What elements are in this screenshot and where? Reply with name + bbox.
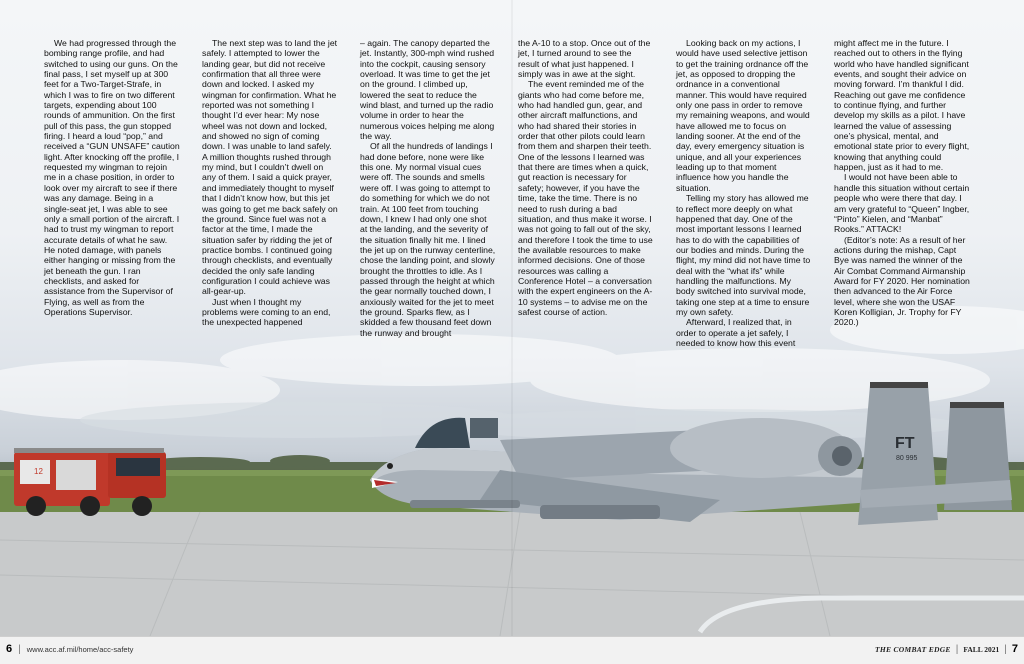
magazine-title: THE COMBAT EDGE xyxy=(874,644,951,654)
page-footer xyxy=(0,636,1024,664)
tail-serial: 80 995 xyxy=(896,455,918,462)
paragraph: Just when I thought my problems were coming to an end, the unexpected happened xyxy=(202,296,331,328)
article-body xyxy=(44,38,984,348)
article-column-6 xyxy=(834,38,970,338)
paragraph: might affect me in the future. I reached out to others in the flying world who have handled significant events, and sought their advice on moving forward. I’m thankful I did. Reaching out gave me confidence to continue flying, and further develop my skills as a pilot. I have learned the value of assessing one’s physical, mental, and emotional state prior to every flight, knowing that anything could happen, just as it had to me. xyxy=(834,38,970,173)
article-column-2 xyxy=(202,38,338,338)
page-number-left: 6 xyxy=(6,643,13,655)
issue-label: FALL 2021 xyxy=(963,644,1000,654)
paragraph: I would not have been able to handle this situation without certain people who were there that day. I am very grateful to “Queen” Ingber, “Pinto” Kielen, and “Manbat” Rooks.” ATTACK! xyxy=(834,172,970,235)
paragraph: Looking back on my actions, I would have used selective jettison to get the training ordnance off the jet, as opposed to dropping the ordnance in a conventional manner. This would have required only one pass in order to remove my remaining weapons, and would have allowed me to focus on landing sooner. At the end of the day, every emergency situation is unique, and all your experiences leading up to that moment influence how you handle the situation. xyxy=(676,38,810,193)
paragraph: Telling my story has allowed me to reflect more deeply on what happened that day. One of the most important lessons I learned has to do with the capabilities of our bodies and minds. During the flight, my mind did not have time to deal with the “what ifs” while handling the malfunctions. My body switched into survival mode, taking one step at a time to ensure my own safety. xyxy=(676,193,811,317)
footer-divider: | xyxy=(18,643,21,655)
tail-code: FT xyxy=(895,435,915,452)
paragraph: – again. The canopy departed the jet. Instantly, 300-mph wind rushed into the cockpit, causing sensory overload. It was time to get the jet on the ground. I climbed up, lowered the seat to reduce the wind blast, and turned up the radio volume in order to hear the numerous voices helping me along the way. xyxy=(360,38,495,142)
footer-right xyxy=(875,643,1018,655)
footer-left xyxy=(6,643,133,655)
footer-divider: | xyxy=(955,643,959,655)
footer-divider: | xyxy=(1004,643,1007,655)
paragraph: The event reminded me of the giants who had come before me, who had handled gun, gear, and other aircraft malfunctions, and who had shared their stories in order that other pilots could learn from them and sharpen their teeth. One of the lessons I learned was that there are times when a quick, gut reaction is necessary for safety; however, if you have the time, take the time. There is no need to rush during a bad situation, and thus make it worse. I was not going to fall out of the sky, and therefore I took the time to use the available resources to make informed decisions. One of those resources was calling a Conference Hotel – a conversation with the expert engineers on the A-10 systems – to advise me on the safest course of action. xyxy=(518,79,653,317)
paragraph: Afterward, I realized that, in order to operate a jet safely, I needed to know how this event xyxy=(676,317,796,348)
article-column-3 xyxy=(360,38,496,338)
fire-truck-number: 12 xyxy=(34,467,43,476)
article-column-5 xyxy=(676,38,812,348)
article-column-4 xyxy=(518,38,654,338)
fire-truck xyxy=(14,448,166,516)
paragraph: We had progressed through the bombing range profile, and had switched to using our guns. On the final pass, I set myself up at 300 feet for a Two-Target-Strafe, in which I was to fire on two different targets, expending about 100 rounds of ammunition. On the first pull of this pass, the gun stopped firing. I heard a loud “pop,” and received a “GUN UNSAFE” caution light. After knocking off the profile, I requested my wingman to rejoin me in a chase position, in order to look over my aircraft to see if there was any damage. Being in a single-seat jet, I was able to see only a small portion of the aircraft. I had to trust my wingman to report accurate details of what he saw. He noted damage, with panels either hanging or missing from the jet beneath the gun. I ran checklists, and asked for assistance from the Supervisor of Flying, as well as from the Operations Supervisor. xyxy=(44,38,180,317)
article-column-1 xyxy=(44,38,180,338)
paragraph: Of all the hundreds of landings I had done before, none were like this one. My normal visual cues were off. The sounds and smells were off. I was going to attempt to do something for which we do not train. At 100 feet from touching down, I knew I had only one shot at the landing, and the severity of the situation finally hit me. I lined the jet up on the runway centerline, chose the landing point, and slowly brought the throttles to idle. As I passed through the height at which the gear normally touched down, I anxiously waited for the jet to meet the ground. Sparks flew, as I skidded a few thousand feet down the runway and brought xyxy=(360,141,496,338)
paragraph: the A-10 to a stop. Once out of the jet, I turned around to see the result of what just happened. I simply was in awe at the sight. xyxy=(518,38,651,80)
paragraph: (Editor’s note: As a result of her actions during the mishap, Capt Bye was named the winner of the Air Combat Command Airmanship Award for FY 2020. Her nomination then advanced to the Air Force level, where she won the USAF Koren Kolligian, Jr. Trophy for FY 2020.) xyxy=(834,234,970,328)
footer-url-link[interactable]: www.acc.af.mil/home/acc-safety xyxy=(26,644,134,654)
page-number-right: 7 xyxy=(1011,643,1018,655)
paragraph: The next step was to land the jet safely. I attempted to lower the landing gear, but did not receive confirmation that all three were down and locked. I asked my wingman for confirmation. What he reported was not something I thought I’d ever hear: My nose wheel was not down and locked, and showed no sign of coming down. I was unable to land safely. A million thoughts rushed through my mind, but I couldn’t dwell on any of them. I said a quick prayer, and immediately thought to myself that I didn’t know how, but this jet was going to get me back safely on the ground. Since fuel was not a factor at the time, I made the situation safer by ridding the jet of practice bombs. I continued going through checklists, and eventually decided the only safe landing configuration I could achieve was all-gear-up. xyxy=(202,38,338,297)
